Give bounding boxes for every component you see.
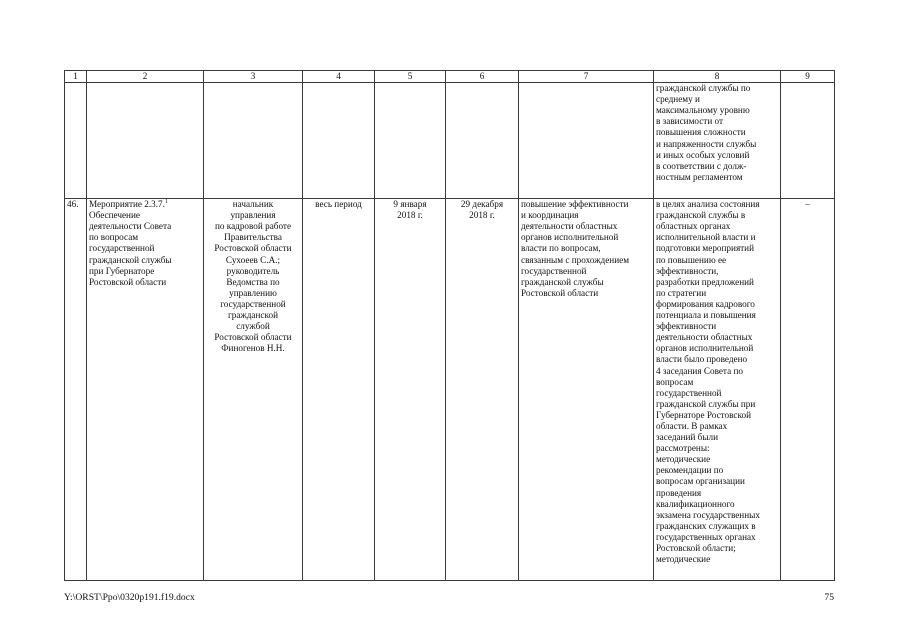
col-header-7: 7 — [519, 71, 654, 83]
expected-result-cell: повышение эффективности и координация деятельности областных органов исполнительной власти по вопросам, связанным с прохождением государственной гражданской службы Ростовской области — [519, 199, 654, 581]
footer-page-number: 75 — [824, 592, 834, 603]
cont-cell-3 — [204, 83, 303, 199]
report-table — [64, 70, 835, 581]
event-cell — [87, 199, 204, 581]
responsible-cell: начальник управления по кадровой работе Правительства Ростовской области Сухоеев С.А.; руководитель Ведомства по управлению государственной гражданской службой Ростовской области Финогенов Н.Н. — [204, 199, 303, 581]
cont-cell-6 — [446, 83, 519, 199]
table-row-46 — [65, 199, 835, 581]
event-footnote-mark: 1 — [164, 199, 168, 206]
start-date-cell: 9 января 2018 г. — [375, 199, 446, 581]
cont-cell-actual: гражданской службы по среднему и максимальному уровню в зависимости от повышения сложности и напряженности службы и иных особых условий в соответствии с долж- ностным регламентом — [654, 83, 781, 199]
col-header-9: 9 — [781, 71, 835, 83]
event-title: Мероприятие 2.3.7. — [89, 199, 165, 210]
notes-cell: – — [781, 199, 835, 581]
event-description: Обеспечение деятельности Совета по вопросам государственной гражданской службы при Губернаторе Ростовской области — [89, 210, 172, 287]
col-header-8: 8 — [654, 71, 781, 83]
cont-cell-2 — [87, 83, 204, 199]
cont-cell-9 — [781, 83, 835, 199]
row-number: 46. — [65, 199, 87, 581]
col-header-6: 6 — [446, 71, 519, 83]
col-header-5: 5 — [375, 71, 446, 83]
footer-file-path: Y:\ORST\Ppo\0320p191.f19.docx — [64, 592, 195, 603]
cont-cell-1 — [65, 83, 87, 199]
col-header-2: 2 — [87, 71, 204, 83]
end-date-cell: 29 декабря 2018 г. — [446, 199, 519, 581]
col-header-1: 1 — [65, 71, 87, 83]
col-header-4: 4 — [303, 71, 375, 83]
actual-result-cell: в целях анализа состояния гражданской службы в областных органах исполнительной власти и подготовки мероприятий по повышению ее эффективности, разработки предложений по стратегии формирования кадрового потенциала и повышения эффективности деятельности областных органов исполнительной власти было проведено 4 заседания Совета по вопросам государственной гражданской службы при Губернаторе Ростовской области. В рамках заседаний были рассмотрены: методические рекомендации по вопросам организации проведения квалификационного экзамена государственных гражданских служащих в государственных органах Ростовской области; методические — [654, 199, 781, 581]
header-row — [65, 71, 835, 83]
table-row-continuation — [65, 83, 835, 199]
cont-cell-5 — [375, 83, 446, 199]
period-cell: весь период — [303, 199, 375, 581]
col-header-3: 3 — [204, 71, 303, 83]
cont-cell-7 — [519, 83, 654, 199]
cont-cell-4 — [303, 83, 375, 199]
